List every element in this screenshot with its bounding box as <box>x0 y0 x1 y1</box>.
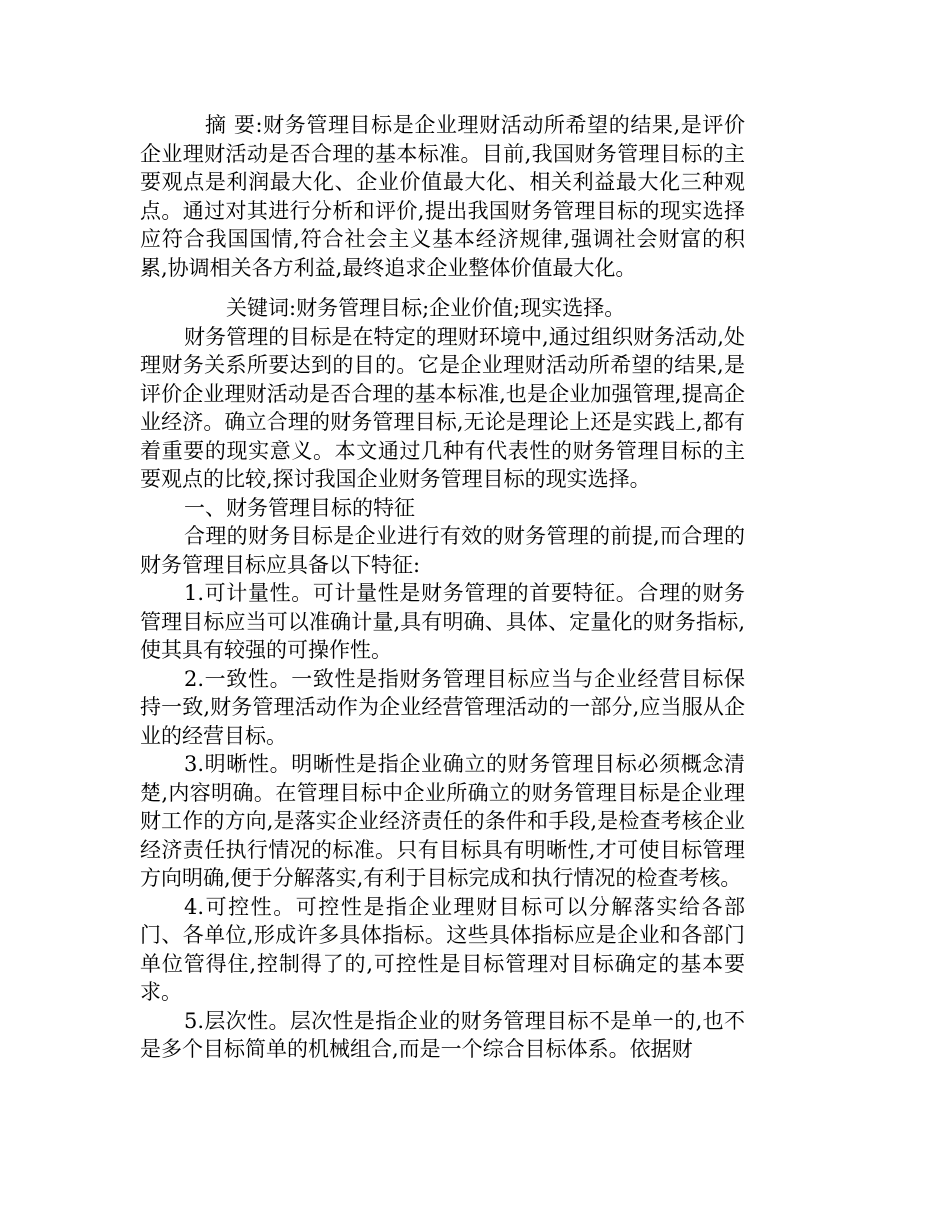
keywords-line: 关键词:财务管理目标;企业价值;现实选择。 <box>226 296 626 320</box>
document-page <box>140 111 745 1064</box>
feature-item-5: 5.层次性。层次性是指企业的财务管理目标不是单一的,也不是多个目标简单的机械组合,而是一个综合目标体系。依据财 <box>140 1008 745 1061</box>
feature-item-4: 4.可控性。可控性是指企业理财目标可以分解落实给各部门、各单位,形成许多具体指标。这些具体指标应是企业和各部门单位管得住,控制得了的,可控性是目标管理对目标确定的基本要求。 <box>140 894 745 1004</box>
feature-item-2: 2.一致性。一致性是指财务管理目标应当与企业经营目标保持一致,财务管理活动作为企业经营管理活动的一部分,应当服从企业的经营目标。 <box>140 666 745 748</box>
feature-item-3: 3.明晰性。明晰性是指企业确立的财务管理目标必须概念清楚,内容明确。在管理目标中企业所确立的财务管理目标是企业理财工作的方向,是落实企业经济责任的条件和手段,是检查考核企业经济责任执行情况的标准。只有目标具有明晰性,才可使目标管理方向明确,便于分解落实,有利于目标完成和执行情况的检查考核。 <box>140 752 745 890</box>
intro-paragraph: 财务管理的目标是在特定的理财环境中,通过组织财务活动,处理财务关系所要达到的目的。它是企业理财活动所希望的结果,是评价企业理财活动是否合理的基本标准,也是企业加强管理,提高企业经济。确立合理的财务管理目标,无论是理论上还是实践上,都有着重要的现实意义。本文通过几种有代表性的财务管理目标的主要观点的比较,探讨我国企业财务管理目标的现实选择。 <box>140 324 745 491</box>
section-heading: 一、财务管理目标的特征 <box>184 495 415 520</box>
section-intro-paragraph: 合理的财务目标是企业进行有效的财务管理的前提,而合理的财务管理目标应具备以下特征: <box>140 524 745 577</box>
feature-item-1: 1.可计量性。可计量性是财务管理的首要特征。合理的财务管理目标应当可以准确计量,具有明确、具体、定量化的财务指标,使其具有较强的可操作性。 <box>140 581 745 662</box>
abstract-paragraph: 摘 要:财务管理目标是企业理财活动所希望的结果,是评价企业理财活动是否合理的基本标准。目前,我国财务管理目标的主要观点是利润最大化、企业价值最大化、相关利益最大化三种观点。通过对其进行分析和评价,提出我国财务管理目标的现实选择应符合我国国情,符合社会主义基本经济规律,强调社会财富的积累,协调相关各方利益,最终追求企业整体价值最大化。 <box>140 113 745 280</box>
